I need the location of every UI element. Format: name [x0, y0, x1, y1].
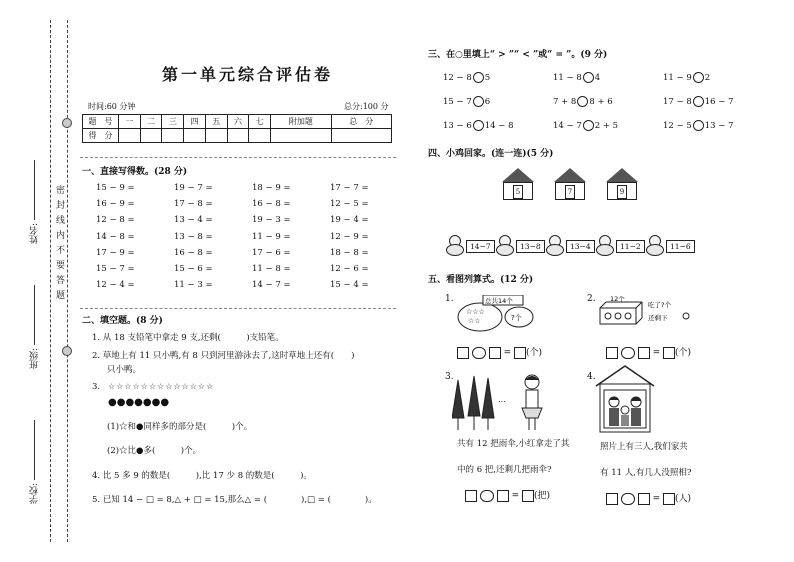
calc-grid: [96, 183, 408, 290]
star-row: ☆☆☆☆☆☆☆☆☆☆☆☆☆: [108, 382, 215, 391]
chick-5[interactable]: [646, 235, 695, 257]
fill-question-5[interactable]: 5. 已知 14 − □ = 8,△ + □ = 15,那么△ = ( ),□ = ( )。: [92, 495, 377, 505]
chick-card: 14−7: [466, 240, 495, 253]
score-cell: 七: [249, 115, 271, 129]
calc-item[interactable]: 17 − 7 =: [330, 183, 369, 193]
house-3[interactable]: 9: [607, 168, 637, 200]
compare-circle: [473, 96, 484, 107]
calc-item[interactable]: 12 − 5 =: [330, 199, 369, 210]
section4-heading: 四、小鸡回家。(连一连)(5 分): [428, 149, 554, 159]
chick-icon: [496, 235, 516, 257]
binding-strip: [0, 0, 78, 562]
chick-card: 11−6: [666, 240, 695, 253]
compare-item[interactable]: 15 − 7 6: [443, 97, 491, 107]
score-input[interactable]: [162, 129, 184, 143]
binding-line-outer: [50, 20, 51, 542]
score-cell: 总 分: [331, 115, 391, 129]
chick-card: 13−4: [566, 240, 595, 253]
question-label: ?个: [511, 314, 522, 322]
calc-item[interactable]: 13 − 8 =: [174, 231, 213, 242]
section1-heading: 一、直接写得数。(28 分): [82, 167, 188, 177]
chick-card: 11−2: [616, 240, 645, 253]
calc-item[interactable]: 16 − 8 =: [174, 247, 213, 258]
fill-question-3a[interactable]: (1)☆和●同样多的部分是( )个。: [107, 422, 253, 432]
calc-item[interactable]: 15 − 4 =: [330, 280, 369, 291]
house-1[interactable]: 5: [503, 168, 533, 200]
compare-item[interactable]: 7 + 8 8 + 6: [553, 97, 613, 107]
calc-item[interactable]: 11 − 9 =: [252, 231, 291, 242]
score-cell: 六: [227, 115, 249, 129]
section3-heading: 三、在○里填上“ > ”“ < ”或“ = ”。(9 分): [428, 50, 608, 60]
compare-circle: [473, 120, 484, 131]
page-title: 第一单元综合评估卷: [162, 65, 334, 84]
calc-item[interactable]: 14 − 7 =: [252, 280, 291, 291]
calc-item[interactable]: 14 − 8 =: [96, 231, 135, 242]
total-label: 总共14个: [485, 297, 513, 305]
apple-bag-picture: [455, 295, 540, 335]
fill-question-3: 3.: [92, 382, 101, 392]
score-input[interactable]: [184, 129, 206, 143]
chick-2[interactable]: [496, 235, 545, 257]
binding-line-inner: [67, 20, 68, 542]
chick-icon: [646, 235, 666, 257]
calc-item[interactable]: 13 − 4 =: [174, 215, 213, 226]
compare-circle: [693, 120, 704, 131]
answer-row-1[interactable]: = (个): [457, 345, 542, 359]
calc-item[interactable]: 19 − 7 =: [174, 183, 213, 193]
score-cell: 一: [119, 115, 141, 129]
exam-time: 时间:60 分钟: [88, 102, 136, 111]
school-field[interactable]: 学校:: [28, 420, 41, 504]
compare-item[interactable]: 13 − 6 14 − 8: [443, 121, 514, 131]
compare-grid: [443, 72, 773, 131]
compare-circle: [583, 120, 594, 131]
calc-item[interactable]: 11 − 3 =: [174, 280, 213, 291]
compare-item[interactable]: 12 − 8 5: [443, 73, 491, 83]
score-cell: 二: [140, 115, 162, 129]
calc-item[interactable]: 16 − 8 =: [252, 199, 291, 210]
compare-item[interactable]: 12 − 5 13 − 7: [663, 121, 734, 131]
score-input[interactable]: [331, 129, 391, 143]
fill-question-4[interactable]: 4. 比 5 多 9 的数是( ),比 17 少 8 的数是( )。: [92, 471, 312, 481]
chick-1[interactable]: [446, 235, 495, 257]
score-cell: 三: [162, 115, 184, 129]
calc-item[interactable]: 19 − 4 =: [330, 215, 369, 226]
problem1-number: 1.: [445, 294, 454, 304]
problem3-text-2: 中的 6 把,还剩几把雨伞?: [457, 465, 552, 475]
compare-circle: [473, 72, 484, 83]
problem3-text-1: 共有 12 把雨伞,小红拿走了其: [457, 439, 570, 449]
score-cell: 附加题: [271, 115, 331, 129]
section5-heading: 五、看图列算式。(12 分): [428, 275, 534, 285]
fill-question-3b[interactable]: (2)☆比●多( )个。: [107, 446, 202, 456]
answer-row-4[interactable]: = (人): [606, 491, 691, 505]
chick-3[interactable]: [546, 235, 595, 257]
score-cell: 五: [205, 115, 227, 129]
calc-item[interactable]: 19 − 3 =: [252, 215, 291, 226]
rest-label: 还剩下: [648, 314, 668, 322]
calc-item[interactable]: 15 − 9 =: [96, 183, 135, 193]
family-photo-picture: [594, 364, 656, 434]
fill-question-2[interactable]: 2. 草地上有 11 只小鸭,有 8 只到河里游泳去了,这时草地上还有( ): [92, 351, 355, 361]
svg-text:☆☆☆: ☆☆☆: [466, 308, 485, 316]
score-cell: 四: [184, 115, 206, 129]
calc-item[interactable]: 12 − 6 =: [330, 263, 369, 274]
score-input[interactable]: [140, 129, 162, 143]
section-divider: [80, 157, 396, 158]
calc-item[interactable]: 18 − 8 =: [330, 247, 369, 258]
fill-question-2-cont: 只小鸭。: [107, 365, 142, 375]
calc-item[interactable]: 15 − 7 =: [96, 263, 135, 274]
calc-item[interactable]: 17 − 9 =: [96, 247, 135, 258]
score-cell: 得 分: [83, 129, 119, 143]
calc-item[interactable]: 12 − 4 =: [96, 280, 135, 291]
calc-item[interactable]: 15 − 6 =: [174, 263, 213, 274]
binding-hole-2: [62, 346, 72, 356]
name-field[interactable]: 姓名:: [28, 160, 41, 244]
problem4-number: 4.: [587, 372, 596, 382]
chick-icon: [546, 235, 566, 257]
seal-line-notice: 密封线内不要答题: [54, 185, 64, 305]
compare-item[interactable]: 11 − 8 4: [553, 73, 601, 83]
svg-text:☆☆: ☆☆: [468, 317, 481, 325]
compare-circle: [583, 72, 594, 83]
calc-item[interactable]: 18 − 9 =: [252, 183, 291, 193]
speech-label: 吃了?个: [648, 301, 671, 309]
problem4-text-2: 有 11 人,有几人没照相?: [600, 468, 692, 478]
compare-circle: [693, 72, 704, 83]
problem2-number: 2.: [587, 294, 596, 304]
apple-box-picture: [598, 296, 698, 332]
calc-item[interactable]: 16 − 9 =: [96, 199, 135, 210]
section2-heading: 二、填空题。(8 分): [82, 316, 163, 326]
chick-icon: [446, 235, 466, 257]
umbrellas-picture: [452, 372, 572, 434]
dot-row: ●●●●●●●: [108, 397, 170, 408]
calc-item[interactable]: 17 − 6 =: [252, 247, 291, 258]
section-divider: [80, 308, 396, 309]
score-value-row: [83, 129, 392, 143]
answer-row-3[interactable]: = (把): [465, 488, 550, 502]
chick-4[interactable]: [596, 235, 645, 257]
count-label: 12个: [610, 296, 625, 303]
compare-circle: [577, 96, 588, 107]
score-input[interactable]: [227, 129, 249, 143]
exam-total: 总分:100 分: [344, 102, 389, 111]
chick-icon: [596, 235, 616, 257]
calc-item[interactable]: 11 − 8 =: [252, 263, 291, 274]
house-2[interactable]: 7: [555, 168, 585, 200]
score-table: [82, 114, 392, 143]
compare-item[interactable]: 14 − 7 2 + 5: [553, 121, 619, 131]
score-input[interactable]: [205, 129, 227, 143]
calc-item[interactable]: 17 − 8 =: [174, 199, 213, 210]
score-input[interactable]: [271, 129, 331, 143]
svg-text:…: …: [498, 395, 506, 404]
score-cell: 题 号: [83, 115, 119, 129]
compare-circle: [693, 96, 704, 107]
compare-item[interactable]: 11 − 9 2: [663, 73, 711, 83]
answer-row-2[interactable]: = (个): [606, 345, 691, 359]
score-input[interactable]: [249, 129, 271, 143]
calc-item[interactable]: 12 − 8 =: [96, 215, 135, 226]
binding-hole-1: [62, 118, 72, 128]
score-header-row: [83, 115, 392, 129]
class-field[interactable]: 班级:: [28, 285, 41, 369]
fill-question-1[interactable]: 1. 从 18 支铅笔中拿走 9 支,还剩( )支铅笔。: [92, 333, 284, 343]
compare-item[interactable]: 17 − 8 16 − 7: [663, 97, 734, 107]
calc-item[interactable]: 12 − 9 =: [330, 231, 369, 242]
problem3-number: 3.: [445, 372, 454, 382]
chick-card: 13−8: [516, 240, 545, 253]
score-input[interactable]: [119, 129, 141, 143]
problem4-text-1: 照片上有三人,我们家共: [600, 442, 688, 452]
